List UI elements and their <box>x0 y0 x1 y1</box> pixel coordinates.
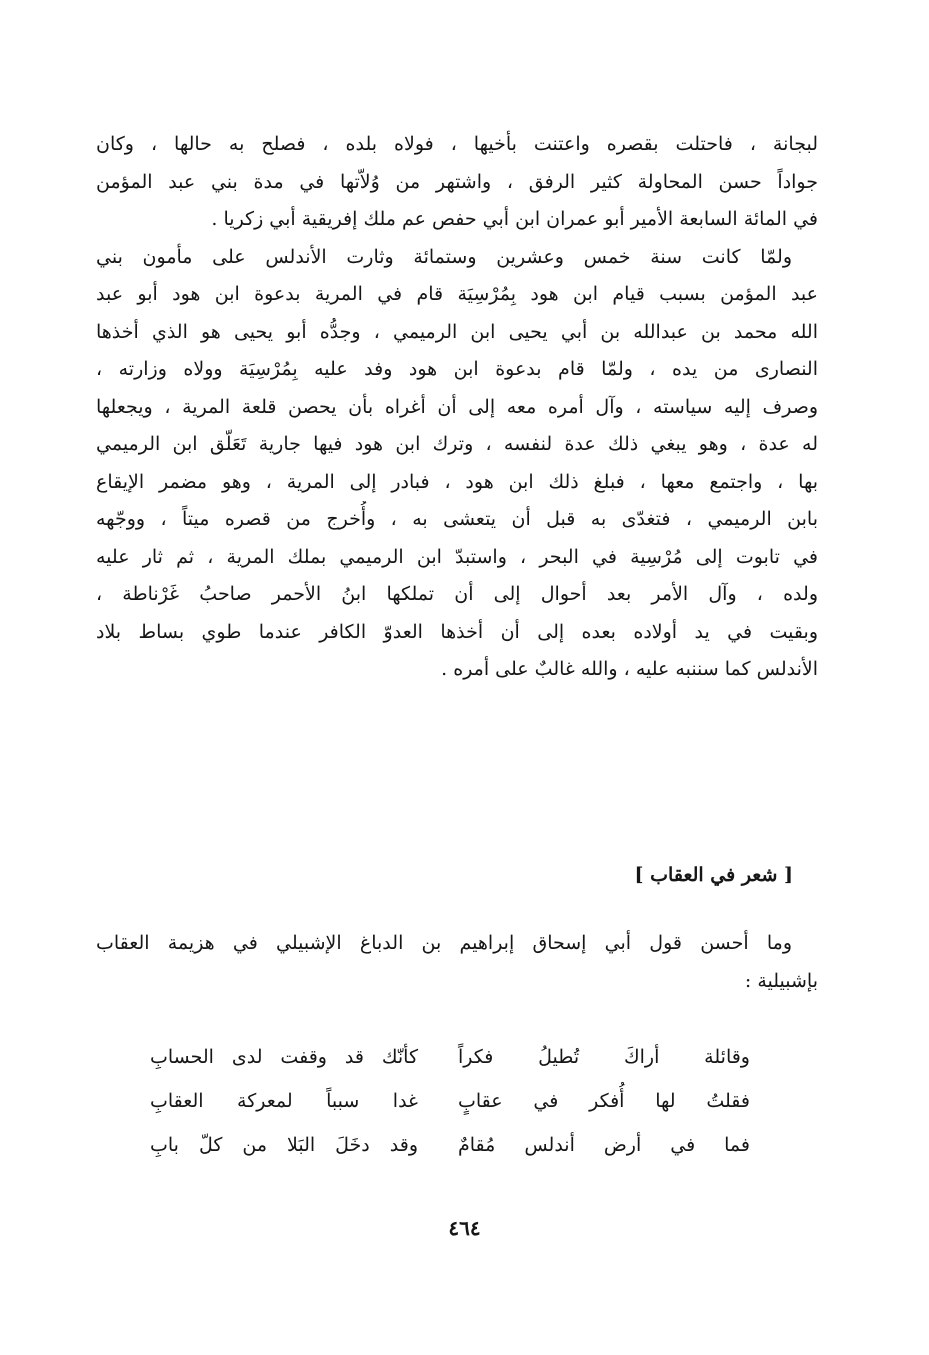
text-line: ولده ، وآل الأمر بعد أحوال إلى أن تملكها ابنُ الأحمر صاحبُ غَرْناطة ، <box>96 583 818 605</box>
text-line: وصرف إليه سياسته ، وآل أمره معه إلى أن أغراه بأن يحصن قلعة المرية ، ويجعلها <box>96 395 818 418</box>
verse-second-hemistich: وقد دخَلَ البَلا من كلّ بابِ <box>150 1134 418 1156</box>
text-line: وما أحسن قول أبي إسحاق إبراهيم بن الدباغ الإشبيلي في هزيمة العقاب <box>96 932 792 954</box>
text-line: ولمّا كانت سنة خمس وعشرين وستمائة وثارت الأندلس على مأمون بني <box>96 245 792 268</box>
text-line: لبجانة ، فاحتلت بقصره واعتنت بأخيها ، فولاه بلده ، فصلح به حالها ، وكان <box>96 133 818 155</box>
text-line: الأندلس كما سننبه عليه ، والله غالبٌ على أمره . <box>441 658 818 680</box>
text-line: بها ، واجتمع معها ، فبلغ ذلك ابن هود ، فبادر إلى المرية ، وهو مضمر الإيقاع <box>96 470 818 493</box>
text-line: النصارى من يده ، ولمّا قام بدعوة ابن هود وفد عليه بِمُرْسِيَة وولاه وزارته ، <box>96 358 818 380</box>
text-line: بابن الرميمي ، فتغدّى به قبل أن يتعشى به ، وأُخرج من قصره ميتاً ، ووجّهه <box>96 508 818 530</box>
text-line: عبد المؤمن بسبب قيام ابن هود بِمُرْسِيَة قام في المرية بدعوة ابن هود أبو عبد <box>96 283 818 305</box>
text-line: بإشبيلية : <box>744 969 818 992</box>
text-line: له عدة ، وهو يبغي ذلك عدة لنفسه ، وترك ابن هود فيها جارية تَعَلّق ابن الرميمي <box>96 433 818 455</box>
poem <box>150 1035 750 1167</box>
poem-verse <box>150 1079 750 1123</box>
text-line: الله محمد بن عبدالله بن أبي يحيى ابن الرميمي ، وجدُّه أبو يحيى هو الذي أخذها <box>96 320 818 343</box>
verse-first-hemistich: فما في أرض أندلس مُقامٌ <box>458 1134 750 1156</box>
text-line: في المائة السابعة الأمير أبو عمران ابن أبي حفص عم ملك إفريقية أبي زكريا . <box>211 208 818 230</box>
verse-second-hemistich: كأنّك قد وقفت لدى الحسابِ <box>150 1046 418 1068</box>
verse-first-hemistich: وقائلة أراكَ تُطيلُ فكراً <box>458 1046 750 1068</box>
text-line: في تابوت إلى مُرْسِية في البحر ، واستبدّ ابن الرميمي بملك المرية ، ثم ثار عليه <box>96 545 818 568</box>
page-number: ٤٦٤ <box>448 1216 481 1240</box>
verse-first-hemistich: فقلتُ لها أُفكر في عقابٍ <box>458 1090 750 1112</box>
text-line: جواداً حسن المحاولة كثير الرفق ، واشتهر من وُلاّتها في مدة بني عبد المؤمن <box>96 170 818 193</box>
poem-verse <box>150 1123 750 1167</box>
section-heading: [ شعر في العقاب ] <box>634 864 793 886</box>
poem-introduction <box>96 925 818 1000</box>
text-line: وبقيت في يد أولاده بعده إلى أن أخذها العدوّ الكافر عندما طوي بساط بلاد <box>96 620 818 643</box>
poem-verse <box>150 1035 750 1079</box>
verse-second-hemistich: غدا سبباً لمعركة العقابِ <box>150 1090 418 1112</box>
main-text <box>96 126 818 689</box>
